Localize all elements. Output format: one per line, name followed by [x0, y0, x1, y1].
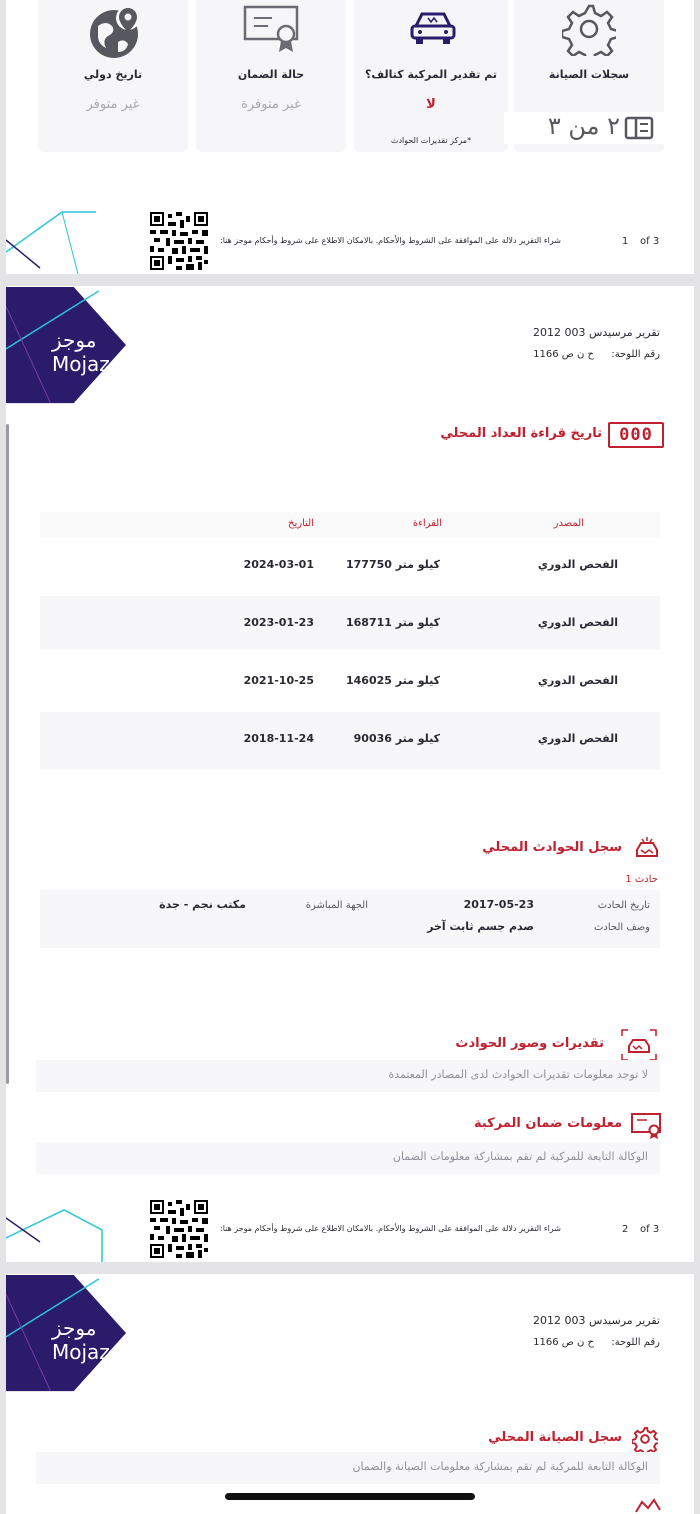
cell-reading: 168711 كيلو متر — [345, 616, 440, 629]
plate-label: رقم اللوحة: — [611, 349, 660, 360]
maintenance-section-title: سجل الصيانة المحلي — [488, 1430, 622, 1445]
table-row — [40, 596, 660, 650]
gear-icon — [632, 1426, 658, 1452]
cell-source: الفحص الدوري — [537, 674, 618, 687]
estimates-section-title: تقديرات وصور الحوادث — [455, 1036, 604, 1051]
qr-code[interactable] — [150, 1200, 208, 1258]
globe-pin-icon — [88, 4, 146, 60]
warranty-icon — [630, 1112, 662, 1140]
accidents-section-title: سجل الحوادث المحلي — [482, 840, 622, 855]
cell-source: الفحص الدوري — [537, 616, 618, 629]
cell-reading: 177750 كيلو متر — [345, 558, 440, 571]
scrollbar-thumb[interactable] — [6, 424, 9, 1084]
international-history-card — [38, 0, 188, 152]
qr-code[interactable] — [150, 212, 208, 270]
logo-text-ar: موجز — [52, 328, 97, 352]
car-icon — [408, 8, 458, 48]
footer-page-total: of 3 — [640, 236, 660, 247]
logo-text-ar: موجز — [52, 1316, 97, 1340]
page-indicator — [504, 112, 664, 144]
header-reading: القراءة — [412, 518, 442, 529]
accident-entity-value: مكتب نجم - جدة — [159, 898, 246, 911]
footer-terms: شراء التقرير دلالة على الموافقة على الشروط والأحكام. بالامكان الاطلاع على شروط وأحكام موجز هنا: — [220, 1224, 561, 1233]
odometer-table — [40, 512, 660, 774]
card-value: غير متوفرة — [241, 97, 301, 112]
cell-source: الفحص الدوري — [537, 558, 618, 571]
plate-value: ح ن ص 1166 — [533, 349, 594, 360]
card-title: حالة الضمان — [237, 68, 305, 81]
accident-icon — [634, 836, 660, 862]
accident-entity-label: الجهة المباشرة — [305, 900, 368, 911]
warranty-status-card — [196, 0, 346, 152]
table-header — [40, 512, 660, 538]
page-indicator-text: ٢ من ٣ — [547, 112, 620, 140]
warranty-message: الوكالة التابعة للمركبة لم تقم بمشاركة معلومات الضمان — [392, 1150, 648, 1163]
footer-page-number: 2 — [622, 1224, 629, 1235]
pages-icon — [624, 116, 654, 140]
card-title: تم تقدير المركبة كتالف؟ — [365, 68, 497, 81]
warranty-message-box — [36, 1142, 660, 1174]
estimates-message: لا توجد معلومات تقديرات الحوادث لدى المصادر المعتمدة — [388, 1068, 648, 1081]
cell-date: 2018-11-24 — [243, 732, 314, 745]
accident-item-label: حادث 1 — [625, 874, 658, 885]
cell-date: 2023-01-23 — [243, 616, 314, 629]
card-title: سجلات الصيانة — [548, 68, 630, 81]
logo-text-en: Mojaz — [52, 1340, 110, 1364]
table-row — [40, 712, 660, 770]
card-title: تاريخ دولي — [83, 68, 143, 81]
card-value: لا — [426, 97, 436, 112]
accident-details-box — [40, 890, 660, 948]
odometer-icon: 000 — [608, 422, 664, 448]
maintenance-message: الوكالة التابعة للمركبة لم تقم بمشاركة معلومات الصيانة والضمان — [352, 1460, 648, 1473]
report-title: تقرير مرسيدس 003 2012 — [532, 326, 660, 339]
maintenance-message-box — [36, 1452, 660, 1484]
home-indicator[interactable] — [225, 1493, 475, 1500]
warranty-section-title: معلومات ضمان المركبة — [473, 1116, 622, 1131]
footer-terms: شراء التقرير دلالة على الموافقة على الشروط والأحكام. بالامكان الاطلاع على شروط وأحكام موجز هنا: — [220, 236, 561, 245]
card-note: *مركز تقديرات الحوادث — [390, 136, 472, 145]
plate-label: رقم اللوحة: — [611, 1337, 660, 1348]
odometer-section-title: تاريخ قراءة العداد المحلي — [440, 426, 602, 441]
cell-reading: 146025 كيلو متر — [345, 674, 440, 687]
accident-estimate-icon — [620, 1028, 658, 1062]
cell-reading: 90036 كيلو متر — [353, 732, 440, 745]
logo-text-en: Mojaz — [52, 352, 110, 376]
header-date: التاريخ — [288, 518, 314, 529]
cell-source: الفحص الدوري — [537, 732, 618, 745]
table-row — [40, 654, 660, 708]
plate-value: ح ن ص 1166 — [533, 1337, 594, 1348]
report-title: تقرير مرسيدس 003 2012 — [532, 1314, 660, 1327]
cell-date: 2024-03-01 — [243, 558, 314, 571]
card-value: غير متوفر — [86, 97, 140, 112]
accident-date-value: 2017-05-23 — [463, 898, 534, 911]
accident-desc-value: صدم جسم ثابت آخر — [427, 920, 534, 933]
accident-date-label: تاريخ الحادث — [597, 900, 650, 911]
gear-icon — [562, 2, 616, 56]
decorative-lines — [6, 210, 126, 274]
total-loss-card — [354, 0, 508, 152]
footer-page-number: 1 — [622, 236, 629, 247]
red-car-icon — [634, 1498, 662, 1514]
estimates-message-box — [36, 1060, 660, 1092]
report-page-2 — [6, 286, 694, 1262]
footer-page-total: of 3 — [640, 1224, 660, 1235]
header-source: المصدر — [553, 518, 584, 529]
report-page-3 — [6, 1274, 694, 1514]
table-row — [40, 538, 660, 592]
cell-date: 2021-10-25 — [243, 674, 314, 687]
accident-desc-label: وصف الحادث — [593, 922, 650, 933]
certificate-icon — [242, 4, 302, 54]
decorative-lines — [6, 1208, 116, 1262]
report-page-1 — [6, 0, 694, 274]
